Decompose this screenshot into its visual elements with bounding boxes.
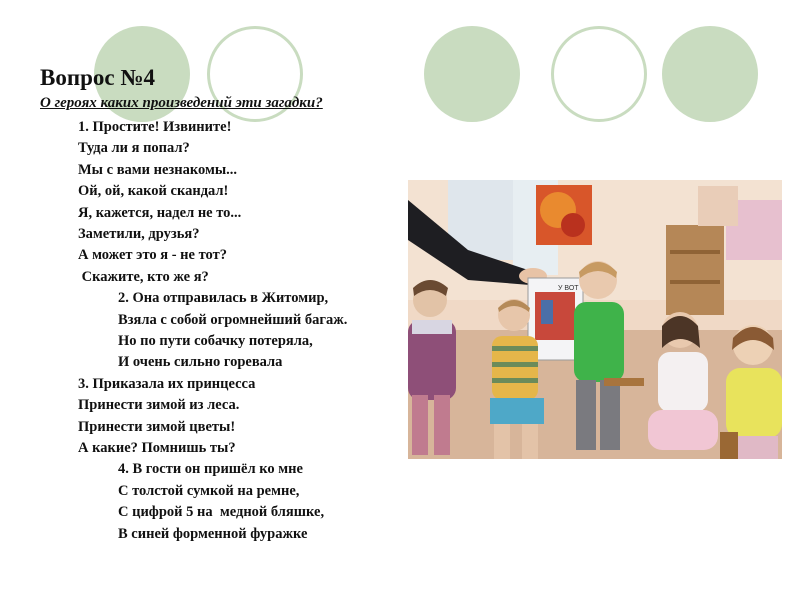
- riddle-line: Я, кажется, надел не то...: [78, 204, 242, 221]
- decorative-circle-2: [424, 26, 520, 122]
- riddle-line: Ой, ой, какой скандал!: [78, 183, 229, 200]
- poster-text: У ВОТ: [558, 285, 579, 292]
- slide-title: Вопрос №4: [40, 65, 155, 90]
- decorative-ring-2: [551, 26, 647, 122]
- riddle-line: А какие? Помнишь ты?: [78, 440, 236, 456]
- riddle-line: Туда ли я попал?: [78, 140, 190, 157]
- riddle-line: Принести зимой из леса.: [78, 397, 240, 414]
- slide-subtitle: О героях каких произведений эти загадки?: [40, 95, 323, 111]
- riddle-line: 4. В гости он пришёл ко мне: [118, 461, 303, 478]
- riddle-line: Взяла с собой огромнейший багаж.: [118, 311, 348, 328]
- riddle-line: А может это я - не тот?: [78, 247, 227, 264]
- riddle-line: 2. Она отправилась в Житомир,: [118, 290, 329, 307]
- riddle-line: С цифрой 5 на медной бляшке,: [118, 504, 325, 521]
- riddle-line: Принести зимой цветы!: [78, 418, 236, 435]
- riddle-line: 1. Простите! Извините!: [78, 119, 232, 135]
- riddle-line: Но по пути собачку потеряла,: [118, 333, 313, 349]
- classroom-photo-illustration: [408, 180, 782, 459]
- riddle-line: Скажите, кто же я?: [78, 268, 209, 285]
- riddle-line: 3. Приказала их принцесса: [78, 375, 256, 392]
- riddle-line: Заметили, друзья?: [78, 226, 200, 242]
- decorative-circle-3: [662, 26, 758, 122]
- classroom-photo: [408, 180, 782, 459]
- riddle-line: И очень сильно горевала: [118, 354, 283, 371]
- riddle-line: С толстой сумкой на ремне,: [118, 482, 300, 499]
- riddle-line: В синей форменной фуражке: [118, 525, 308, 542]
- riddle-line: Мы с вами незнакомы...: [78, 161, 238, 178]
